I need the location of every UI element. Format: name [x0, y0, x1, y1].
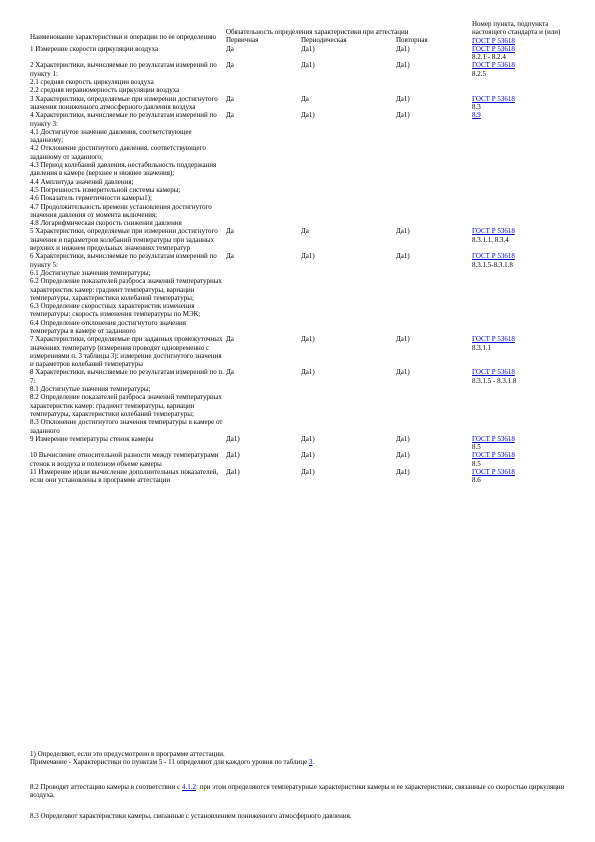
row-repeat: Да1) — [396, 94, 410, 103]
row-primary: Да — [226, 94, 234, 103]
row-repeat: Да1) — [396, 61, 410, 70]
attestation-table — [30, 20, 565, 485]
row-periodic: Да1) — [301, 451, 315, 460]
header-reference-link[interactable]: ГОСТ Р 53618 — [472, 36, 515, 45]
row-reference-link[interactable]: ГОСТ Р 53618 — [472, 44, 515, 53]
row-reference — [472, 61, 565, 94]
row-reference-text: 8.5 — [472, 443, 481, 452]
row-periodic: Да1) — [301, 368, 315, 377]
row-periodic: Да1) — [301, 468, 315, 477]
header-obligation: Обязательность определения характеристики при аттестации — [226, 28, 409, 36]
row-reference — [472, 435, 565, 452]
row-reference — [472, 95, 565, 112]
row-reference-text: 8.3.1.5-8.3.1.8 — [472, 260, 513, 269]
row-periodic: Да — [301, 94, 309, 103]
row-name: 8 Характеристики, вычисляемые по результатам измерений по п. 7: 8.1 Достигнутые значения температуры; 8.2 Определение показателей разброса значений температурных характеристик камер: градиент температуры, вариации температуры, характеристики колебаний температуры; 8.3 Отклонение достигнутого значения температуры в камере от заданного — [30, 368, 224, 435]
row-primary: Да — [226, 252, 234, 261]
row-reference-link[interactable]: ГОСТ Р 53618 — [472, 434, 515, 443]
row-repeat: Да1) — [396, 434, 410, 443]
header-name: Наименование характеристики и операции по ее определению — [30, 33, 217, 42]
clause-4-1-2-link[interactable]: 4.1.2 — [181, 783, 196, 791]
table-row — [30, 451, 565, 468]
row-name: 2 Характеристики, вычисляемые по результатам измерений по пункту 1: 2.1 средняя скорость циркуляции воздуха 2.2 средняя неравномерность циркуляции воздуха — [30, 61, 217, 95]
row-reference-link[interactable]: ГОСТ Р 53618 — [472, 61, 515, 70]
paragraph-8-3: 8.3 Определяют характеристики камеры, связанные с установлением пониженного атмосферного давления. — [30, 812, 352, 820]
footnote-note: Примечание - Характеристики по пунктам 5 - 11 определяют для каждого уровня по таблице 3. — [30, 758, 315, 767]
row-periodic: Да1) — [301, 434, 315, 443]
row-repeat: Да1) — [396, 252, 410, 261]
row-reference — [472, 111, 565, 227]
row-periodic: Да1) — [301, 44, 315, 53]
table-3-link[interactable]: 3 — [308, 758, 313, 767]
row-primary: Да — [226, 368, 234, 377]
row-name: 11 Измерение и(или вычисление дополнительных показателей, если они установлены в программе аттестации — [30, 468, 219, 485]
row-repeat: Да1) — [396, 335, 410, 344]
table-row — [30, 435, 565, 452]
table-row — [30, 227, 565, 252]
header-reference — [472, 20, 565, 45]
header-reference-text: Номер пункта, подпункта настоящего стандарта и (или) — [472, 20, 561, 37]
row-repeat: Да1) — [396, 468, 410, 477]
subheader-repeat: Повторная — [396, 36, 428, 45]
row-name: 6 Характеристики, вычисляемые по результатам измерений по пункту 5: 6.1 Достигнутые значения температуры; 6.2 Определение показателей разброса значений температурных характеристик камер: градиент температуры, вариации температуры, характеристики колебаний температуры; 6.3 Определение скоростных характеристик изменения температуры: скорость изменения температуры по МЭК; 6.4 Определение отклонения достигнутого значения температуры в камере от заданного — [30, 252, 222, 335]
row-periodic: Да — [301, 227, 309, 236]
table-footnotes — [30, 750, 570, 767]
row-reference — [472, 335, 565, 368]
row-primary: Да — [226, 335, 234, 344]
row-reference-link[interactable]: ГОСТ Р 53618 — [472, 335, 515, 344]
row-name: 7 Характеристики, определяемые при заданных промежуточных значениях температур (измерения проводят одновременно с измерениями п. 3 таблицы 3): измерение достигнутого значения и параметров колебаний температуры — [30, 335, 223, 369]
row-repeat: Да1) — [396, 111, 410, 120]
row-name: 4 Характеристики, вычисляемые по результатам измерений по пункту 3: 4.1 Достигнутое значение давления, соответствующее заданному; 4.2 Отклонение достигнутого давления, соответствующего заданному от заданного; 4.3 Период колебаний давления, нестабильность поддержания давления в камере (верхнее и нижнее значения); 4.4 Амплитуда значений давления; 4.5 Погрешность измерительной системы камеры; 4.6 Показатель герметичности камеры1); 4.7 Продолжительность времени установления достигнутого значения давления от момента включения; 4.8 Логарифмическая скорость снижения давления — [30, 111, 217, 228]
row-reference — [472, 252, 565, 335]
row-periodic: Да1) — [301, 61, 315, 70]
row-reference — [472, 227, 565, 252]
row-reference-link[interactable]: 8.9 — [472, 111, 481, 120]
row-reference-link[interactable]: ГОСТ Р 53618 — [472, 227, 515, 236]
row-repeat: Да1) — [396, 227, 410, 236]
row-primary: Да1) — [226, 434, 240, 443]
row-reference — [472, 368, 565, 434]
row-reference-text: 8.5 — [472, 459, 481, 468]
table-row — [30, 95, 565, 112]
row-reference — [472, 451, 565, 468]
row-repeat: Да1) — [396, 451, 410, 460]
table-row — [30, 111, 565, 227]
row-reference-text: 8.2.1 - 8.2.4 — [472, 53, 506, 62]
row-repeat: Да1) — [396, 44, 410, 53]
table-row — [30, 335, 565, 368]
row-periodic: Да1) — [301, 335, 315, 344]
paragraph-8-2: 8.2 Проводят аттестацию камеры в соответствии с 4.1.2: при этом определяются температурные характеристики камеры и ее характеристики, связанные со скоростью циркуляции воздуха. — [30, 783, 565, 800]
row-periodic: Да1) — [301, 111, 315, 120]
row-name: 9 Измерение температуры стенок камеры — [30, 434, 154, 443]
row-reference-text: 8.2.5 — [472, 69, 486, 78]
row-reference — [472, 45, 565, 62]
table-row — [30, 45, 565, 62]
subheader-periodic: Периодическая — [301, 36, 347, 45]
row-reference-link[interactable]: ГОСТ Р 53618 — [472, 451, 515, 460]
row-reference-text: 8.3.1.1, 8.3.4 — [472, 235, 509, 244]
row-name: 5 Характеристики, определяемые при измерении достигнутого значения и параметров колебаний температуры при заданных верхних и нижнем предельных значениях температур — [30, 227, 218, 253]
subheader-primary: Первичная — [226, 36, 259, 45]
row-reference-text: 8.6 — [472, 476, 481, 485]
row-primary: Да1) — [226, 468, 240, 477]
table-row — [30, 252, 565, 335]
table-row — [30, 61, 565, 94]
row-primary: Да — [226, 44, 234, 53]
row-name: 10 Вычисление относительной разности между температурами стенок и воздуха в полезном объеме камеры — [30, 451, 219, 468]
row-primary: Да — [226, 227, 234, 236]
row-primary: Да — [226, 61, 234, 70]
row-reference-text: 8.3.1.5 - 8.3.1.8 — [472, 376, 517, 385]
table-header-row — [30, 20, 565, 36]
row-primary: Да — [226, 111, 234, 120]
row-repeat: Да1) — [396, 368, 410, 377]
row-reference-link[interactable]: ГОСТ Р 53618 — [472, 468, 515, 477]
row-reference — [472, 468, 565, 485]
row-reference-link[interactable]: ГОСТ Р 53618 — [472, 252, 515, 261]
row-reference-text: 8.3 — [472, 102, 481, 111]
table-row — [30, 468, 565, 485]
row-reference-text: 8.3.1.1 — [472, 343, 492, 352]
row-reference-link[interactable]: ГОСТ Р 53618 — [472, 94, 515, 103]
footnote-1: 1) Определяют, если это предусмотрено в программе аттестации. — [30, 750, 225, 758]
row-primary: Да1) — [226, 451, 240, 460]
row-reference-link[interactable]: ГОСТ Р 53618 — [472, 368, 515, 377]
row-periodic: Да1) — [301, 252, 315, 261]
row-name: 3 Характеристики, определяемые при измерении достигнутого значения пониженного атмосферного давления воздуха — [30, 94, 218, 111]
table-row — [30, 368, 565, 434]
row-name: 1 Измерение скорости циркуляции воздуха — [30, 44, 159, 53]
